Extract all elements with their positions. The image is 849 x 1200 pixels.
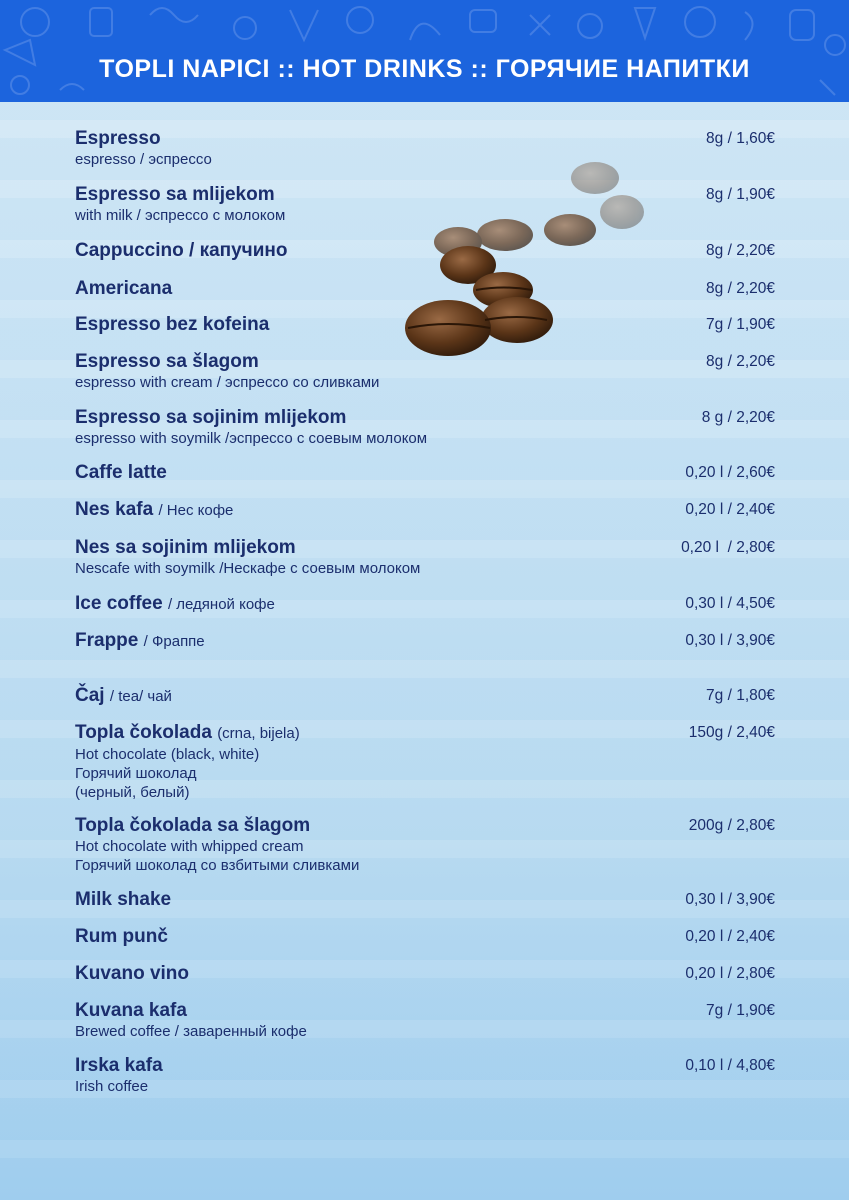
item-name: Kuvano vino xyxy=(75,963,190,984)
item-name: Milk shake xyxy=(75,889,172,910)
item-inline-translation: / tea/ чай xyxy=(109,688,172,705)
item-subtitle: (черный, белый) xyxy=(75,784,190,801)
item-name: Kuvana kafa xyxy=(75,1000,187,1021)
item-inline-translation: / Нес кофе xyxy=(158,502,234,519)
item-price: 8g / 1,90€ xyxy=(706,186,775,203)
item-price: 8g / 1,60€ xyxy=(706,130,775,147)
menu-item xyxy=(75,407,775,448)
doodle-pattern xyxy=(0,0,849,102)
item-name: Ice coffee / ледяной кофе xyxy=(75,593,275,614)
menu-item xyxy=(75,351,775,392)
item-name: Rum punč xyxy=(75,926,168,947)
item-name: Nes kafa / Нес кофе xyxy=(75,499,234,520)
item-price: 0,20 l / 2,60€ xyxy=(685,464,775,481)
item-inline-translation: (crna, bijela) xyxy=(217,725,300,742)
item-price: 8g / 2,20€ xyxy=(706,242,775,259)
menu-item xyxy=(75,128,775,169)
item-price: 150g / 2,40€ xyxy=(688,724,775,741)
item-subtitle: Hot chocolate (black, white) xyxy=(75,746,260,763)
menu-item xyxy=(75,1000,775,1041)
item-price: 7g / 1,80€ xyxy=(706,687,775,704)
item-name: Espresso sa sojinim mlijekom xyxy=(75,407,347,428)
menu-item xyxy=(75,889,775,911)
item-subtitle: with milk / эспрессо с молоком xyxy=(75,207,286,224)
menu-item xyxy=(75,278,775,300)
item-price: 8g / 2,20€ xyxy=(706,353,775,370)
item-name: Espresso xyxy=(75,128,161,149)
menu-item xyxy=(75,722,775,802)
item-price: 0,20 l / 2,40€ xyxy=(685,501,775,518)
menu-item xyxy=(75,462,775,484)
item-price: 0,20 l / 2,80€ xyxy=(685,965,775,982)
menu-item xyxy=(75,815,775,875)
item-name: Espresso bez kofeina xyxy=(75,314,270,335)
item-subtitle: Горячий шоколад xyxy=(75,765,197,782)
item-name: Frappe / Фраппе xyxy=(75,630,205,651)
item-name: Espresso sa mlijekom xyxy=(75,184,275,205)
item-name: Topla čokolada sa šlagom xyxy=(75,815,311,836)
item-price: 200g / 2,80€ xyxy=(688,817,775,834)
item-price: 8 g / 2,20€ xyxy=(701,409,775,426)
item-name: Caffe latte xyxy=(75,462,167,483)
menu-item xyxy=(75,593,775,616)
header-banner xyxy=(0,0,849,102)
item-name: Irska kafa xyxy=(75,1055,163,1076)
menu-item xyxy=(75,314,775,336)
item-name: Nes sa sojinim mlijekom xyxy=(75,537,296,558)
item-subtitle: Горячий шоколад со взбитыми сливками xyxy=(75,857,360,874)
item-name: Cappuccino / капучино xyxy=(75,240,288,261)
menu-item xyxy=(75,1055,775,1096)
item-price: 0,20 l / 2,40€ xyxy=(685,928,775,945)
menu-item xyxy=(75,184,775,225)
menu-item xyxy=(75,630,775,653)
menu-item xyxy=(75,685,775,708)
menu-item xyxy=(75,926,775,948)
item-price: 0,30 l / 4,50€ xyxy=(685,595,775,612)
item-subtitle: espresso with soymilk /эспрессо с соевым молоком xyxy=(75,430,428,447)
item-name: Espresso sa šlagom xyxy=(75,351,259,372)
menu-item xyxy=(75,537,775,578)
menu-item xyxy=(75,499,775,522)
item-name: Čaj / tea/ чай xyxy=(75,685,172,706)
item-name: Topla čokolada (crna, bijela) xyxy=(75,722,300,743)
item-price: 0,20 l / 2,80€ xyxy=(681,539,775,556)
page-title: TOPLI NAPICI :: HOT DRINKS :: ГОРЯЧИЕ НАПИТКИ xyxy=(99,55,750,83)
item-name: Americana xyxy=(75,278,173,299)
item-price: 7g / 1,90€ xyxy=(706,1002,775,1019)
item-inline-translation: / Фраппе xyxy=(143,633,205,650)
item-price: 8g / 2,20€ xyxy=(706,280,775,297)
item-subtitle: Nescafe with soymilk /Нескафе с соевым молоком xyxy=(75,560,421,577)
item-price: 0,30 l / 3,90€ xyxy=(685,891,775,908)
item-price: 0,10 l / 4,80€ xyxy=(685,1057,775,1074)
item-subtitle: Hot chocolate with whipped cream xyxy=(75,838,304,855)
item-subtitle: espresso with cream / эспрессо со сливками xyxy=(75,374,380,391)
item-inline-translation: / ледяной кофе xyxy=(167,596,275,613)
item-subtitle: Irish coffee xyxy=(75,1078,149,1095)
item-subtitle: espresso / эспрессо xyxy=(75,151,212,168)
menu-item xyxy=(75,963,775,985)
menu-item xyxy=(75,240,775,262)
item-price: 7g / 1,90€ xyxy=(706,316,775,333)
item-price: 0,30 l / 3,90€ xyxy=(685,632,775,649)
item-subtitle: Brewed coffee / заваренный кофе xyxy=(75,1023,307,1040)
